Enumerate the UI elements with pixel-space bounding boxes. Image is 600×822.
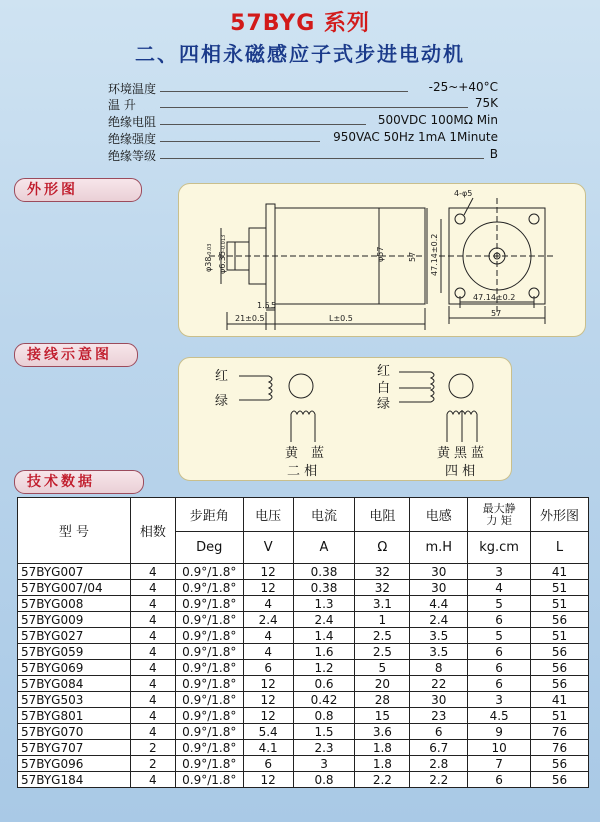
table-cell: 5	[468, 628, 531, 644]
table-cell: 4	[243, 644, 293, 660]
table-cell: 56	[531, 612, 589, 628]
table-cell: 0.9°/1.8°	[175, 772, 243, 788]
table-row	[18, 580, 589, 596]
unit-a: A	[293, 532, 355, 564]
table-cell: 56	[531, 644, 589, 660]
spec-value: 75K	[474, 96, 498, 110]
table-cell: 56	[531, 756, 589, 772]
table-cell: 57BYG707	[18, 740, 131, 756]
table-cell: 57BYG059	[18, 644, 131, 660]
table-cell: 6	[468, 660, 531, 676]
table-cell: 3	[468, 692, 531, 708]
table-cell: 57BYG070	[18, 724, 131, 740]
table-cell: 57BYG084	[18, 676, 131, 692]
table-cell: 0.9°/1.8°	[175, 724, 243, 740]
unit-kgcm: kg.cm	[468, 532, 531, 564]
table-cell: 4	[130, 676, 175, 692]
table-cell: 2.5	[355, 628, 410, 644]
table-cell: 76	[531, 724, 589, 740]
spec-label: 绝缘强度	[108, 132, 157, 146]
table-cell: 76	[531, 740, 589, 756]
table-cell: 6	[468, 772, 531, 788]
table-cell: 6	[243, 660, 293, 676]
table-cell: 0.9°/1.8°	[175, 596, 243, 612]
table-cell: 6	[243, 756, 293, 772]
table-cell: 12	[243, 580, 293, 596]
table-cell: 4	[130, 660, 175, 676]
table-row	[18, 772, 589, 788]
two-phase-label: 二 相	[287, 464, 318, 479]
header-torque: 最大静 力 矩	[468, 498, 531, 532]
table-cell: 56	[531, 772, 589, 788]
unit-mh: m.H	[410, 532, 468, 564]
four-phase-yellow: 黄	[437, 446, 451, 461]
shaft-dia1-label: φ38-0.03	[204, 243, 213, 272]
table-cell: 12	[243, 564, 293, 580]
table-cell: 12	[243, 708, 293, 724]
four-phase-red: 红	[377, 364, 391, 379]
spec-row	[108, 113, 498, 129]
tech-data-table	[17, 497, 589, 788]
holes-label: 4-φ5	[454, 189, 473, 198]
table-cell: 12	[243, 676, 293, 692]
table-cell: 6.7	[410, 740, 468, 756]
table-cell: 57BYG096	[18, 756, 131, 772]
table-cell: 57BYG027	[18, 628, 131, 644]
table-cell: 2.2	[410, 772, 468, 788]
spec-row	[108, 130, 498, 146]
table-cell: 4	[130, 644, 175, 660]
table-row	[18, 724, 589, 740]
table-cell: 4	[468, 580, 531, 596]
table-cell: 4.5	[468, 708, 531, 724]
table-cell: 9	[468, 724, 531, 740]
table-cell: 4	[130, 724, 175, 740]
hole-pitch-h-label: 47.14±0.2	[473, 293, 516, 302]
two-phase-yellow: 黄	[285, 446, 299, 461]
table-cell: 57BYG007/04	[18, 580, 131, 596]
table-cell: 4	[130, 580, 175, 596]
table-cell: 6	[410, 724, 468, 740]
unit-l: L	[531, 532, 589, 564]
table-cell: 0.9°/1.8°	[175, 708, 243, 724]
table-cell: 0.9°/1.8°	[175, 644, 243, 660]
table-cell: 2.5	[355, 644, 410, 660]
table-row	[18, 660, 589, 676]
header-phases: 相数	[130, 498, 175, 564]
table-cell: 2.4	[410, 612, 468, 628]
body-dia-label: φ57	[376, 246, 385, 262]
section-tech-label: 技术数据	[14, 470, 144, 494]
table-cell: 4.4	[410, 596, 468, 612]
table-cell: 0.38	[293, 580, 355, 596]
table-cell: 5	[468, 596, 531, 612]
header-voltage: 电压	[243, 498, 293, 532]
table-cell: 4.1	[243, 740, 293, 756]
table-cell: 57BYG503	[18, 692, 131, 708]
dim-21-label: 21±0.5	[235, 314, 265, 323]
table-cell: 12	[243, 772, 293, 788]
table-cell: 1.6	[293, 644, 355, 660]
table-row	[18, 564, 589, 580]
table-cell: 0.9°/1.8°	[175, 756, 243, 772]
table-cell: 6	[468, 612, 531, 628]
table-cell: 1.8	[355, 740, 410, 756]
header-inductance: 电感	[410, 498, 468, 532]
table-cell: 4	[130, 692, 175, 708]
table-row	[18, 692, 589, 708]
table-cell: 6	[468, 644, 531, 660]
table-cell: 0.8	[293, 708, 355, 724]
table-cell: 4	[243, 596, 293, 612]
header-resistance: 电阻	[355, 498, 410, 532]
table-cell: 4	[130, 772, 175, 788]
spec-value: 500VDC 100MΩ Min	[377, 113, 498, 127]
table-cell: 0.9°/1.8°	[175, 692, 243, 708]
table-row	[18, 628, 589, 644]
table-cell: 3.6	[355, 724, 410, 740]
table-cell: 5.4	[243, 724, 293, 740]
table-cell: 2	[130, 756, 175, 772]
dim-5-label: 5	[271, 301, 277, 310]
table-cell: 32	[355, 564, 410, 580]
table-cell: 1.3	[293, 596, 355, 612]
table-cell: 0.38	[293, 564, 355, 580]
table-header-row	[18, 498, 589, 532]
table-cell: 4	[130, 564, 175, 580]
unit-v: V	[243, 532, 293, 564]
table-cell: 56	[531, 676, 589, 692]
table-cell: 28	[355, 692, 410, 708]
table-cell: 4	[130, 628, 175, 644]
table-cell: 57BYG801	[18, 708, 131, 724]
table-cell: 23	[410, 708, 468, 724]
shaft-dia2-label: φ6.35-0.013	[218, 234, 227, 274]
four-phase-black: 黑	[454, 446, 468, 461]
table-cell: 57BYG069	[18, 660, 131, 676]
table-cell: 4	[130, 708, 175, 724]
two-phase-red: 红	[215, 369, 229, 384]
table-cell: 2.2	[355, 772, 410, 788]
table-cell: 0.9°/1.8°	[175, 628, 243, 644]
spec-value: -25~+40°C	[428, 80, 498, 94]
hole-pitch-v-label: 47.14±0.2	[430, 233, 439, 276]
table-cell: 5	[355, 660, 410, 676]
four-phase-blue: 蓝	[471, 446, 485, 461]
header-outline: 外形图	[531, 498, 589, 532]
header-current: 电流	[293, 498, 355, 532]
table-cell: 0.6	[293, 676, 355, 692]
table-row	[18, 756, 589, 772]
wiring-panel	[178, 357, 512, 481]
table-cell: 3.1	[355, 596, 410, 612]
table-cell: 57BYG184	[18, 772, 131, 788]
header-step-angle: 步距角	[175, 498, 243, 532]
table-cell: 32	[355, 580, 410, 596]
spec-label: 温 升	[108, 98, 136, 112]
table-cell: 0.9°/1.8°	[175, 580, 243, 596]
table-row	[18, 644, 589, 660]
table-cell: 2.4	[293, 612, 355, 628]
series-title: 57BYG 系列	[230, 11, 370, 36]
wiring-diagram	[179, 358, 511, 480]
table-cell: 3	[468, 564, 531, 580]
table-row	[18, 596, 589, 612]
header-model: 型 号	[18, 498, 131, 564]
table-cell: 1.2	[293, 660, 355, 676]
dim-L-label: L±0.5	[329, 314, 353, 323]
table-cell: 3	[293, 756, 355, 772]
spec-row	[108, 147, 498, 163]
table-cell: 0.42	[293, 692, 355, 708]
table-row	[18, 708, 589, 724]
table-cell: 15	[355, 708, 410, 724]
table-cell: 56	[531, 660, 589, 676]
table-cell: 51	[531, 708, 589, 724]
table-cell: 30	[410, 692, 468, 708]
table-cell: 8	[410, 660, 468, 676]
width-57-label: 57	[491, 309, 502, 318]
table-cell: 51	[531, 580, 589, 596]
two-phase-blue: 蓝	[311, 446, 325, 461]
table-cell: 41	[531, 564, 589, 580]
spec-label: 绝缘电阻	[108, 115, 157, 129]
table-cell: 0.9°/1.8°	[175, 564, 243, 580]
page-subtitle: 二、四相永磁感应子式步进电动机	[135, 42, 465, 66]
four-phase-white: 白	[377, 381, 391, 396]
outline-drawing-panel	[178, 183, 586, 337]
table-cell: 4	[243, 628, 293, 644]
side-57-label: 57	[408, 251, 417, 262]
table-cell: 2.3	[293, 740, 355, 756]
table-cell: 0.9°/1.8°	[175, 612, 243, 628]
unit-ohm: Ω	[355, 532, 410, 564]
spec-row	[108, 96, 498, 112]
table-cell: 51	[531, 628, 589, 644]
table-row	[18, 612, 589, 628]
table-cell: 2	[130, 740, 175, 756]
table-cell: 22	[410, 676, 468, 692]
table-cell: 0.8	[293, 772, 355, 788]
spec-value: B	[489, 147, 498, 161]
table-cell: 0.9°/1.8°	[175, 676, 243, 692]
table-cell: 1	[355, 612, 410, 628]
table-row	[18, 676, 589, 692]
table-row	[18, 740, 589, 756]
table-cell: 2.8	[410, 756, 468, 772]
table-cell: 3.5	[410, 628, 468, 644]
table-cell: 30	[410, 564, 468, 580]
spec-label: 绝缘等级	[108, 149, 157, 163]
table-cell: 12	[243, 692, 293, 708]
table-cell: 20	[355, 676, 410, 692]
table-cell: 0.9°/1.8°	[175, 740, 243, 756]
unit-deg: Deg	[175, 532, 243, 564]
table-cell: 3.5	[410, 644, 468, 660]
spec-label: 环境温度	[108, 82, 157, 96]
table-cell: 1.4	[293, 628, 355, 644]
four-phase-green: 绿	[377, 397, 391, 412]
table-cell: 57BYG008	[18, 596, 131, 612]
table-cell: 4	[130, 612, 175, 628]
table-cell: 0.9°/1.8°	[175, 660, 243, 676]
table-cell: 4	[130, 596, 175, 612]
four-phase-label: 四 相	[445, 464, 476, 479]
table-cell: 10	[468, 740, 531, 756]
table-cell: 30	[410, 580, 468, 596]
table-cell: 2.4	[243, 612, 293, 628]
table-cell: 57BYG009	[18, 612, 131, 628]
table-cell: 1.5	[293, 724, 355, 740]
table-cell: 1.8	[355, 756, 410, 772]
table-cell: 41	[531, 692, 589, 708]
motor-outline-drawing	[179, 184, 585, 336]
dim-1-5-label: 1.5	[257, 301, 270, 310]
section-wiring-label: 接线示意图	[14, 343, 138, 367]
spec-value: 950VAC 50Hz 1mA 1Minute	[333, 130, 498, 144]
table-cell: 51	[531, 596, 589, 612]
table-cell: 57BYG007	[18, 564, 131, 580]
two-phase-green: 绿	[215, 394, 229, 409]
section-outline-label: 外形图	[14, 178, 142, 202]
spec-row	[108, 80, 498, 96]
table-cell: 6	[468, 676, 531, 692]
table-cell: 7	[468, 756, 531, 772]
